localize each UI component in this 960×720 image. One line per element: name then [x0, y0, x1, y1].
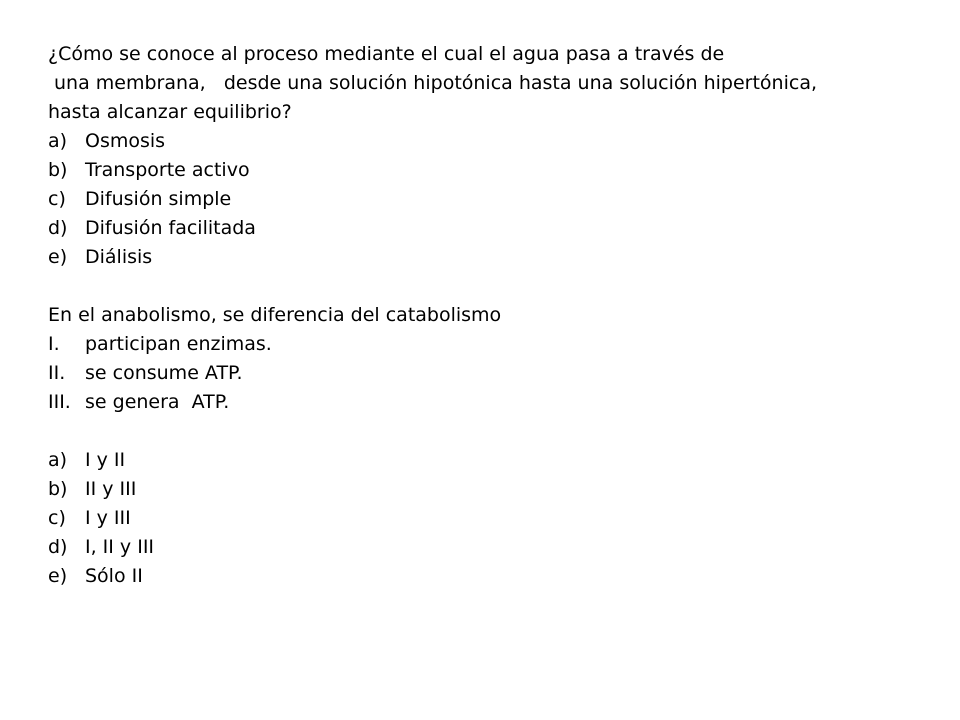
statement-text: se consume ATP.: [85, 362, 243, 384]
option-marker: e): [48, 565, 68, 587]
option-marker: c): [48, 188, 66, 210]
question-1-stem-line-3: hasta alcanzar equilibrio?: [48, 101, 292, 123]
question-2-statement-2: [48, 359, 938, 388]
option-marker: c): [48, 507, 66, 529]
question-2-option-d: [48, 533, 938, 562]
option-text: I y III: [85, 507, 131, 529]
question-1: [48, 40, 938, 272]
option-text: I y II: [85, 449, 126, 471]
question-2-option-e: [48, 562, 938, 591]
option-text: II y III: [85, 478, 137, 500]
option-marker: d): [48, 217, 68, 239]
option-marker: b): [48, 159, 68, 181]
option-marker: d): [48, 536, 68, 558]
option-marker: a): [48, 130, 68, 152]
option-text: Transporte activo: [85, 159, 250, 181]
question-1-option-a: [48, 127, 938, 156]
question-1-stem-line-1: ¿Cómo se conoce al proceso mediante el cual el agua pasa a través de: [48, 43, 725, 65]
question-2-option-a: [48, 446, 938, 475]
option-text: Osmosis: [85, 130, 166, 152]
statement-marker: III.: [48, 391, 71, 413]
question-2-option-b: [48, 475, 938, 504]
option-text: Sólo II: [85, 565, 143, 587]
question-2-stem: En el anabolismo, se diferencia del catabolismo: [48, 304, 502, 326]
spacer: [48, 417, 938, 446]
question-2-option-c: [48, 504, 938, 533]
question-1-option-b: [48, 156, 938, 185]
question-2-statement-3: [48, 388, 938, 417]
question-1-option-c: [48, 185, 938, 214]
question-2: [48, 301, 938, 591]
question-1-option-e: [48, 243, 938, 272]
option-text: Difusión facilitada: [85, 217, 256, 239]
statement-marker: I.: [48, 333, 60, 355]
slide-content: [48, 40, 938, 591]
question-1-stem-line-2: una membrana, desde una solución hipotónica hasta una solución hipertónica,: [54, 72, 818, 94]
statement-text: participan enzimas.: [85, 333, 272, 355]
question-1-option-d: [48, 214, 938, 243]
question-2-statement-1: [48, 330, 938, 359]
spacer: [48, 272, 938, 301]
option-marker: b): [48, 478, 68, 500]
option-text: Diálisis: [85, 246, 153, 268]
statement-marker: II.: [48, 362, 66, 384]
option-marker: e): [48, 246, 68, 268]
statement-text: se genera ATP.: [85, 391, 230, 413]
option-text: I, II y III: [85, 536, 155, 558]
option-text: Difusión simple: [85, 188, 232, 210]
option-marker: a): [48, 449, 68, 471]
